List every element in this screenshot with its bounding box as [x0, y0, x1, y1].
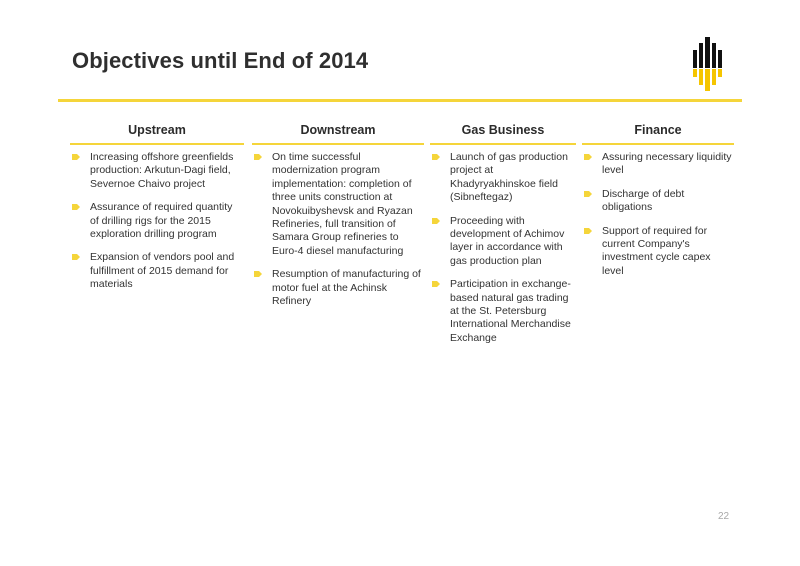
list-item-text: On time successful modernization program implementation: completion of three units construction at Novokuibyshevsk and Ryazan Refineries, full transition of Samara Group refineries to Euro-4 diesel manufacturing — [272, 151, 413, 257]
objective-list — [582, 145, 734, 278]
column-heading: Downstream — [252, 122, 424, 145]
list-item — [430, 151, 576, 205]
list-item — [70, 251, 244, 291]
yellow-arrow-bullet-icon — [72, 204, 80, 210]
yellow-arrow-bullet-icon — [72, 254, 80, 260]
list-item — [70, 201, 244, 241]
list-item-text: Assuring necessary liquidity level — [602, 151, 732, 177]
list-item — [430, 278, 576, 345]
title-divider — [58, 99, 742, 102]
list-item — [70, 151, 244, 191]
column-downstream — [252, 122, 424, 318]
list-item — [430, 215, 576, 269]
yellow-arrow-bullet-icon — [584, 228, 592, 234]
list-item-text: Increasing offshore greenfields production: Arkutun-Dagi field, Severnoe Chaivo project — [90, 151, 234, 190]
list-item-text: Discharge of debt obligations — [602, 187, 685, 214]
list-item — [582, 151, 734, 178]
objective-list — [70, 145, 244, 292]
list-item — [582, 188, 734, 215]
yellow-arrow-bullet-icon — [254, 154, 262, 160]
list-item-text: Participation in exchange-based natural gas trading at the St. Petersburg International Merchandise Exchange — [450, 278, 571, 344]
list-item — [582, 225, 734, 279]
list-item-text: Expansion of vendors pool and fulfillment of 2015 demand for materials — [90, 251, 235, 291]
list-item-text: Support of required for current Company's investment cycle capex level — [602, 224, 711, 277]
yellow-arrow-bullet-icon — [432, 218, 440, 224]
column-heading: Finance — [582, 122, 734, 145]
page-number: 22 — [718, 511, 730, 522]
list-item — [252, 268, 424, 308]
page-title: Objectives until End of 2014 — [72, 48, 369, 73]
yellow-arrow-bullet-icon — [72, 154, 80, 160]
column-upstream — [70, 122, 244, 302]
yellow-arrow-bullet-icon — [432, 154, 440, 160]
column-finance — [582, 122, 734, 288]
list-item-text: Launch of gas production project at Khadyryakhinskoe field (Sibneftegaz) — [450, 151, 568, 204]
list-item — [252, 151, 424, 258]
list-item-text: Resumption of manufacturing of motor fuel at the Achinsk Refinery — [272, 268, 421, 308]
objective-list — [252, 145, 424, 308]
column-heading: Upstream — [70, 122, 244, 145]
objective-list — [430, 145, 576, 345]
yellow-arrow-bullet-icon — [254, 271, 262, 277]
yellow-arrow-bullet-icon — [584, 191, 592, 197]
yellow-arrow-bullet-icon — [584, 154, 592, 160]
rosneft-logo-icon — [688, 36, 728, 92]
column-heading: Gas Business — [430, 122, 576, 145]
column-gas-business — [430, 122, 576, 355]
list-item-text: Assurance of required quantity of drilling rigs for the 2015 exploration drilling program — [90, 201, 233, 241]
list-item-text: Proceeding with development of Achimov layer in accordance with gas production plan — [450, 214, 565, 267]
yellow-arrow-bullet-icon — [432, 281, 440, 287]
